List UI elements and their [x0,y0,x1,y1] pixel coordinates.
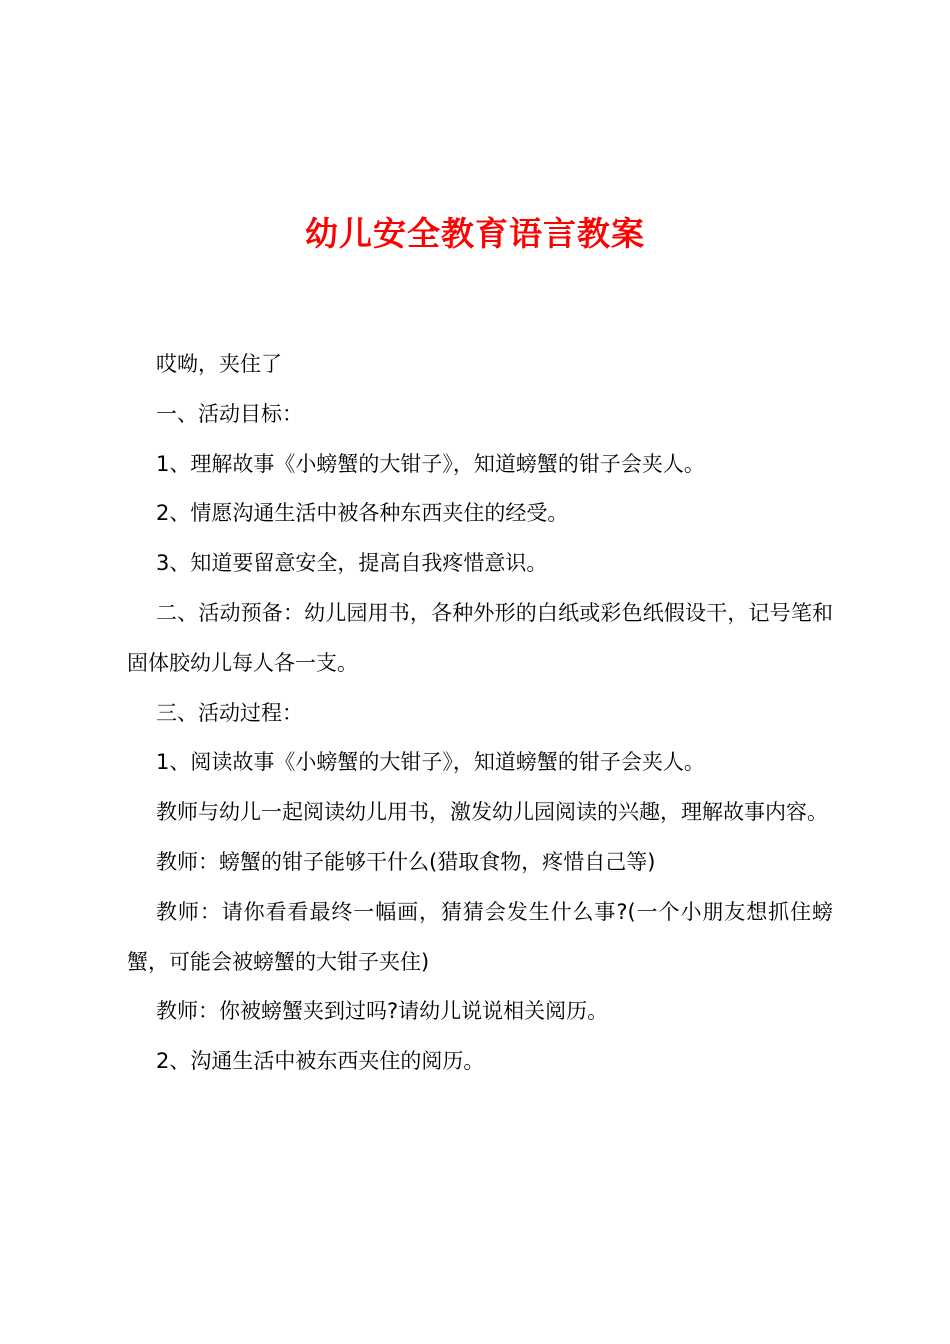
paragraph-section-heading: 二、活动预备：幼儿园用书，各种外形的白纸或彩色纸假设干，记号笔和固体胶幼儿每人各一支。 [127,600,833,675]
document-body [127,340,833,1087]
paragraph-list-item: 3、知道要留意安全，提高自我疼惜意识。 [156,551,548,576]
paragraph-body: 教师：你被螃蟹夹到过吗?请幼儿说说相关阅历。 [156,999,609,1024]
paragraph-list-item: 1、阅读故事《小螃蟹的大钳子》，知道螃蟹的钳子会夹人。 [156,750,705,775]
paragraph-section-heading: 三、活动过程： [156,700,303,725]
paragraph-section-heading: 一、活动目标： [156,401,303,426]
paragraph-list-item: 2、沟通生活中被东西夹住的阅历。 [156,1049,485,1074]
paragraph-body: 教师：请你看看最终一幅画，猜猜会发生什么事?(一个小朋友想抓住螃蟹，可能会被螃蟹的大钳子夹住) [127,899,833,974]
paragraph-body: 教师与幼儿一起阅读幼儿用书，激发幼儿园阅读的兴趣，理解故事内容。 [156,800,828,825]
paragraph-subtitle: 哎呦，夹住了 [156,352,282,376]
paragraph-list-item: 1、理解故事《小螃蟹的大钳子》，知道螃蟹的钳子会夹人。 [156,451,705,476]
paragraph-body: 教师：螃蟹的钳子能够干什么(猎取食物，疼惜自己等) [156,849,656,874]
paragraph-list-item: 2、情愿沟通生活中被各种东西夹住的经受。 [156,501,569,526]
document-title: 幼儿安全教育语言教案 [305,214,645,253]
